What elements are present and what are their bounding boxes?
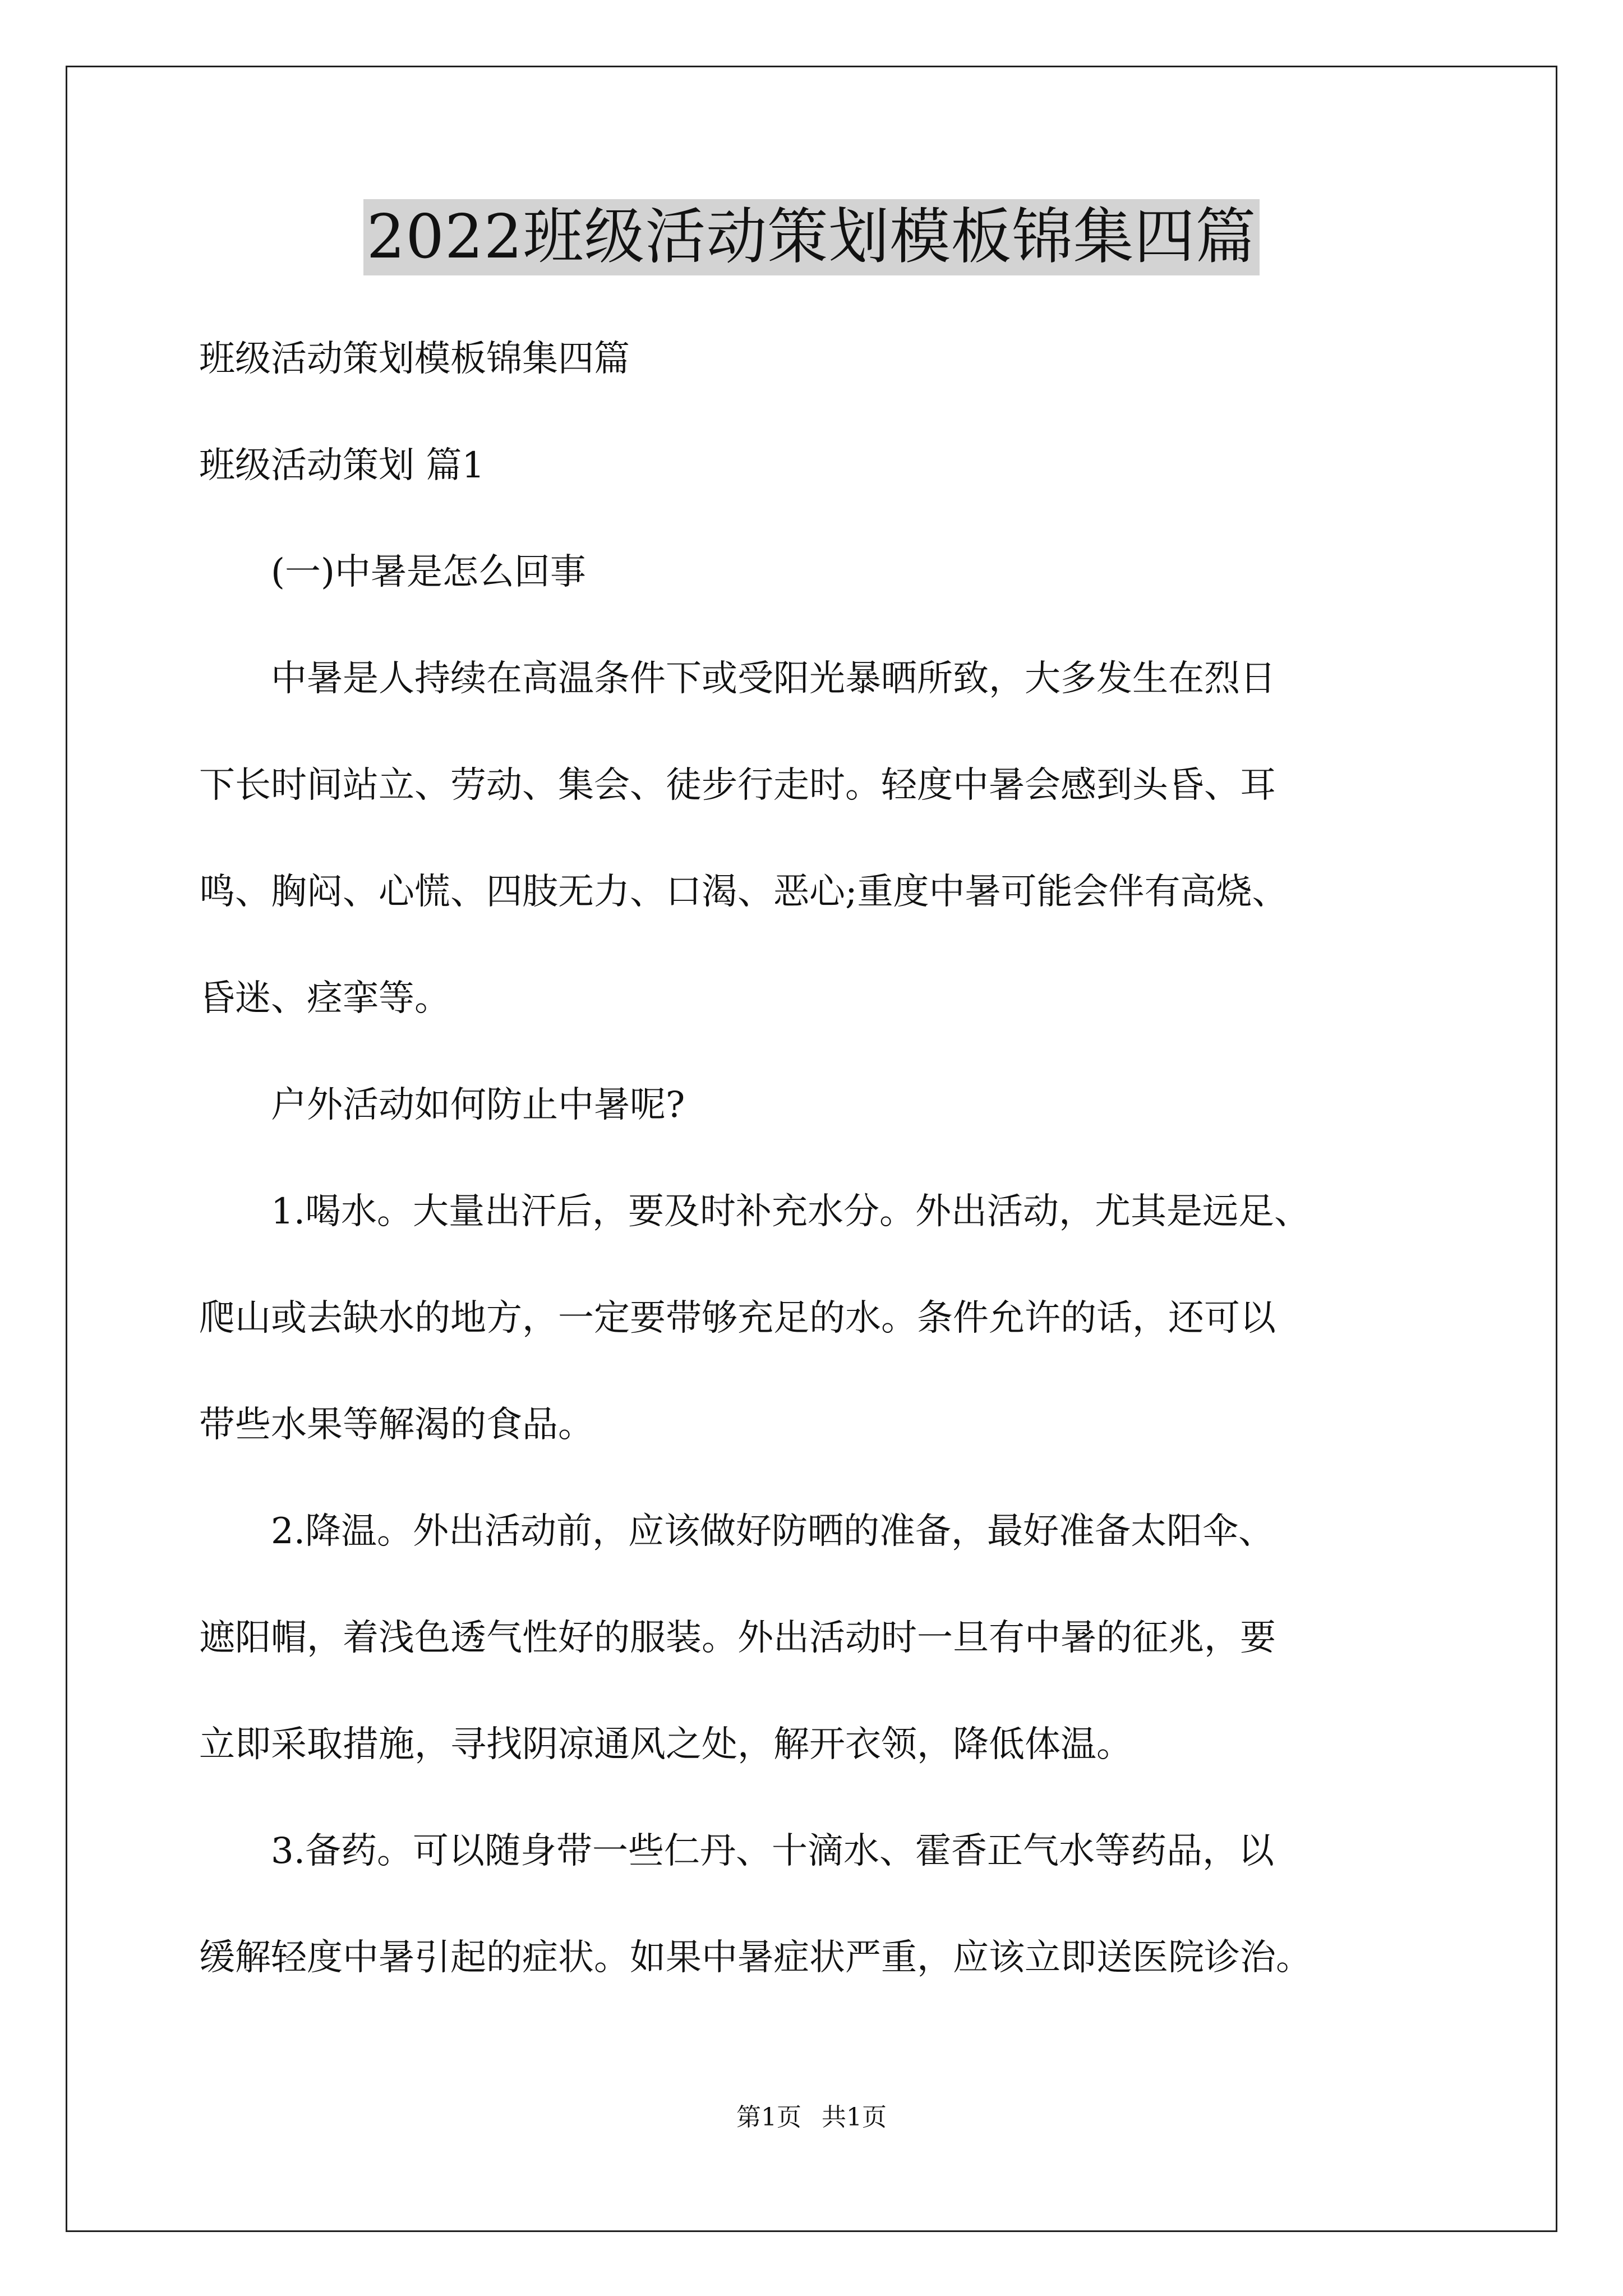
- body-line: (一)中暑是怎么回事: [199, 551, 586, 593]
- body-line: 缓解轻度中暑引起的症状。如果中暑症状严重，应该立即送医院诊治。: [199, 1937, 1312, 1978]
- page-footer: [0, 2101, 1623, 2134]
- section-heading: 班级活动策划 篇1: [199, 445, 485, 486]
- body-line: 带些水果等解渴的食品。: [199, 1404, 594, 1446]
- body-line: 遮阳帽，着浅色透气性好的服装。外出活动时一旦有中暑的征兆，要: [199, 1617, 1276, 1659]
- page-number: 第1页: [736, 2103, 801, 2132]
- body-line: 爬山或去缺水的地方，一定要带够充足的水。条件允许的话，还可以: [199, 1297, 1276, 1339]
- body-line: 下长时间站立、劳动、集会、徒步行走时。轻度中暑会感到头昏、耳: [199, 765, 1276, 806]
- body-line: 立即采取措施，寻找阴凉通风之处，解开衣领，降低体温。: [199, 1724, 1132, 1765]
- body-line: 2.降温。外出活动前，应该做好防晒的准备，最好准备太阳伞、: [199, 1511, 1275, 1552]
- document-title: 2022班级活动策划模板锦集四篇: [363, 199, 1260, 275]
- body-line: 中暑是人持续在高温条件下或受阳光暴晒所致，大多发生在烈日: [199, 658, 1276, 700]
- title-container: [0, 199, 1623, 275]
- body-line: 昏迷、痉挛等。: [199, 978, 450, 1019]
- body-line: 鸣、胸闷、心慌、四肢无力、口渴、恶心;重度中暑可能会伴有高烧、: [199, 871, 1288, 913]
- body-line: 户外活动如何防止中暑呢?: [199, 1084, 685, 1126]
- page-total: 共1页: [822, 2103, 887, 2132]
- body-line: 1.喝水。大量出汗后，要及时补充水分。外出活动，尤其是远足、: [199, 1191, 1311, 1232]
- body-line: 3.备药。可以随身带一些仁丹、十滴水、霍香正气水等药品，以: [199, 1830, 1275, 1872]
- document-subtitle: 班级活动策划模板锦集四篇: [199, 338, 630, 380]
